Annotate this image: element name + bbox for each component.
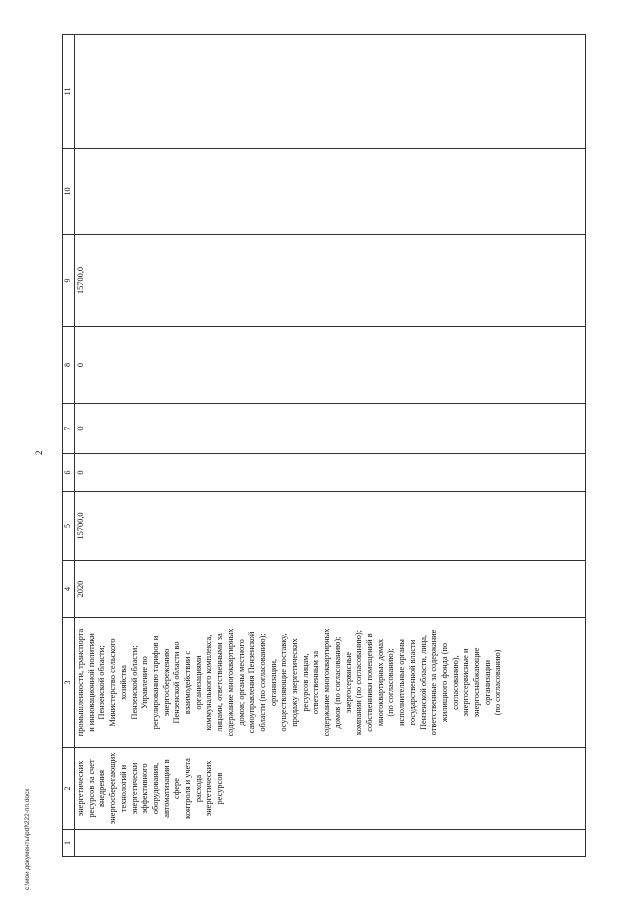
executor-text-line: осуществляющие поставку, <box>279 633 289 732</box>
executor-text-line: области (по согласованию); <box>257 633 267 732</box>
executor-text-line: собственники помещений в <box>364 633 374 732</box>
executor-text-line: многоквартирных домах <box>375 638 385 727</box>
executor-text-line: регулированию тарифов и <box>150 635 160 730</box>
activity-text-line: энергетически <box>129 762 139 815</box>
activity-text-line: ресурсов за счет <box>86 759 96 818</box>
activity-text-line: энергетических <box>204 760 214 817</box>
executor-text-line: государственной власти <box>407 639 417 726</box>
executor-text-line: исполнительные органы <box>397 639 407 726</box>
col-header-10: 10 <box>63 149 75 235</box>
executor-text-line: ответственным за <box>311 650 321 715</box>
col-header-4: 4 <box>63 561 75 618</box>
program-table <box>62 34 586 857</box>
activity-text-line: расхода <box>193 774 203 803</box>
executor-text-line: организации <box>482 660 492 705</box>
activity-text-line: эффективного <box>140 763 150 814</box>
executor-text-line: ответственные за содержание <box>429 629 439 736</box>
executor-text-line: коммунального комплекса, <box>204 634 214 731</box>
activity-text-line: технологий и <box>118 764 128 813</box>
activity-text-line: автоматизации в сфере <box>161 759 182 818</box>
table-row <box>75 35 586 857</box>
executor-text-line: и инновационной политики <box>86 633 96 732</box>
executor-text-line: Пензенской области; <box>97 645 107 720</box>
cell-col1 <box>75 830 586 857</box>
col-header-6: 6 <box>63 454 75 492</box>
col-header-3: 3 <box>63 618 75 748</box>
col-header-11: 11 <box>63 35 75 149</box>
col-header-9: 9 <box>63 235 75 327</box>
executor-text-line: Управление по <box>140 656 150 709</box>
col-header-8: 8 <box>63 327 75 404</box>
col-header-2: 2 <box>63 748 75 830</box>
executor-text-line: энергосервисные и <box>461 648 471 717</box>
cell-col11 <box>75 35 586 149</box>
executor-text-line: хозяйства <box>118 665 128 700</box>
executor-text-line: содержание многоквартирных <box>322 628 332 737</box>
cell-year: 2020 <box>75 561 586 618</box>
activity-text-line: энергосберегающих <box>108 752 118 825</box>
activity-text-line: энергетических <box>76 760 85 817</box>
col-header-1: 1 <box>63 830 75 857</box>
executor-text-line: ресурсов лицам, <box>300 653 310 712</box>
executor-text-line: лицами, ответственными за <box>215 633 225 732</box>
cell-executors <box>75 618 586 748</box>
executor-text-line: содержание многоквартирных <box>225 628 235 737</box>
executor-text-line: Пензенской области; <box>129 645 139 720</box>
executor-text-line: (по согласованию) <box>493 649 503 716</box>
executor-text-line: взаимодействии с <box>183 650 193 715</box>
executor-text-line: продажу энергетических <box>290 638 300 727</box>
page-number: 2 <box>34 450 44 455</box>
executor-text-line: энергосбережению <box>161 648 171 717</box>
executor-text-line: согласованию), <box>450 655 460 710</box>
executor-text-line: жилищного фонда (по <box>439 642 449 723</box>
activity-text-line: ресурсов <box>215 772 225 805</box>
executor-text-line: организациями <box>193 655 203 710</box>
executor-text-line: промышленности, транспорта <box>76 628 85 737</box>
cell-col8: 0 <box>75 327 586 404</box>
cell-col6: 0 <box>75 454 586 492</box>
executor-text-line: энергосервисные <box>343 651 353 714</box>
executor-text-line: организации, <box>268 658 278 707</box>
executor-text-line: энергоснабжающие <box>472 647 482 718</box>
activity-text-line: контроля и учета <box>183 758 193 819</box>
header-row <box>63 35 75 857</box>
cell-total-funding: 15700,0 <box>75 492 586 561</box>
executor-text-line: (по согласованию); <box>386 648 396 717</box>
executor-text-line: домов; органы местного <box>236 639 246 726</box>
cell-col7: 0 <box>75 404 586 454</box>
footer-file-path: c:\мои документы\pdf\222-пп.docx <box>24 788 31 890</box>
activity-text-line: внедрения <box>97 769 107 808</box>
activity-text-line: оборудования, <box>150 762 160 815</box>
executor-text-line: Министерство сельского <box>108 638 118 727</box>
executor-text-line: Пензенской области во <box>172 641 182 724</box>
cell-col10 <box>75 149 586 235</box>
executor-text-line: компании (по согласованию); <box>354 630 364 735</box>
cell-activity-description <box>75 748 586 830</box>
executor-text-line: Пензенской области, лица, <box>418 635 428 731</box>
col-header-7: 7 <box>63 404 75 454</box>
rotated-table-container <box>62 35 586 857</box>
executor-text-line: самоуправления Пензенской <box>247 631 257 734</box>
col-header-5: 5 <box>63 492 75 561</box>
executor-text-line: домов (по согласованию); <box>332 636 342 729</box>
cell-col9: 15700,0 <box>75 235 586 327</box>
